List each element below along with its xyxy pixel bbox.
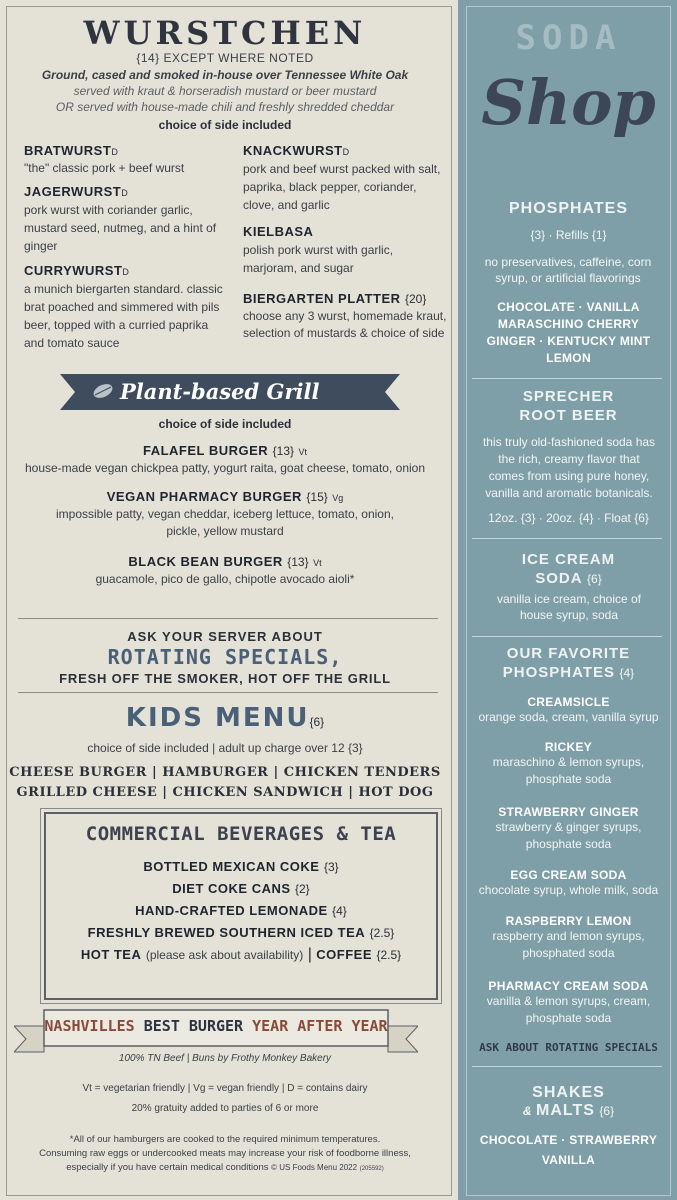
wurst-item: [243, 290, 448, 342]
favorite-desc: maraschino & lemon syrups, phosphate soda: [492, 755, 645, 786]
beverage-item: HOT TEA (please ask about availability) | COFFEE {2.5}: [80, 946, 402, 963]
phosphates-title: PHOSPHATES: [508, 200, 629, 217]
divider: [472, 636, 662, 637]
dairy-tag: D: [342, 147, 350, 157]
beverage-name: DIET COKE CANS: [172, 881, 291, 896]
shakes-title-2: MALTS: [536, 1102, 595, 1119]
wurst-name: KIELBASA: [243, 224, 314, 239]
plant-price: {15}: [306, 490, 328, 504]
icecream-desc: vanilla ice cream, choice of house syrup, soda: [496, 592, 642, 622]
wurstchen-desc-1: Ground, cased and smoked in-house over Tennessee White Oak: [41, 68, 409, 82]
divider: [472, 538, 662, 539]
plant-price: {13}: [272, 444, 295, 458]
divider: [18, 618, 438, 619]
beverage-item: [44, 858, 438, 876]
footer-beef: 100% TN Beef | Buns by Frothy Monkey Bakery: [118, 1053, 332, 1064]
icecream-title-2: SODA: [535, 570, 583, 587]
shakes-price: {6}: [599, 1104, 615, 1118]
rootbeer-prices: 12oz. {3} · 20oz. {4} · Float {6}: [488, 511, 649, 525]
banner-part-1: NASHVILLES: [44, 1017, 135, 1035]
shakes-title-row: [466, 1102, 671, 1120]
wurst-desc: pork wurst with coriander garlic, mustard seed, nutmeg, and a hint of ginger: [24, 203, 217, 253]
wurst-desc: choose any 3 wurst, homemade kraut, selection of mustards & choice of side: [243, 309, 447, 340]
diet-tag: Vt: [298, 447, 307, 457]
beverage-name: FRESHLY BREWED SOUTHERN ICED TEA: [87, 925, 366, 940]
phosphates-price: {3} · Refills {1}: [530, 228, 607, 242]
kids-sub: choice of side included | adult up charge over 12 {3}: [87, 741, 363, 755]
plant-item: [0, 442, 450, 476]
favorite-item: [466, 695, 671, 725]
kids-row-1: CHEESE BURGER | HAMBURGER | CHICKEN TENDERS: [9, 765, 441, 780]
favorite-desc: strawberry & ginger syrups, phosphate soda: [495, 820, 642, 851]
beverage-price: {4}: [332, 904, 347, 918]
wurstchen-title: WURSTCHEN: [83, 14, 367, 52]
wurst-desc: polish pork wurst with garlic, marjoram, and sugar: [243, 243, 394, 275]
divider: [18, 692, 438, 693]
beverage-price: {2}: [294, 882, 310, 896]
wurst-item: [243, 223, 443, 277]
wurst-price: {20}: [405, 292, 427, 306]
wurst-desc: "the" classic pork + beef wurst: [24, 161, 185, 175]
plant-name: FALAFEL BURGER: [142, 443, 269, 458]
favorites-title-1: OUR FAVORITE: [506, 645, 631, 662]
favorite-name: CREAMSICLE: [527, 695, 610, 709]
divider: [472, 378, 662, 379]
kids-header: [0, 703, 450, 733]
dairy-tag: D: [111, 147, 118, 157]
favorite-item: [466, 868, 671, 898]
wurst-name: CURRYWURST: [24, 263, 123, 278]
wurstchen-desc-4: choice of side included: [158, 118, 292, 132]
divider: [472, 1066, 662, 1067]
diet-tag: Vt: [313, 558, 322, 568]
favorites-title-2: PHOSPHATES: [502, 664, 616, 681]
wurstchen-desc-2: served with kraut & horseradish mustard or beer mustard: [73, 84, 377, 98]
favorites-ask: ASK ABOUT ROTATING SPECIALS: [479, 1041, 658, 1054]
kids-price: {6}: [309, 715, 325, 729]
banner-text: [44, 1017, 388, 1035]
rootbeer-title-1: SPRECHER: [522, 388, 615, 405]
favorite-name: RICKEY: [544, 740, 593, 754]
icecream-title-row: [466, 570, 671, 588]
soda-title-2: Shop: [481, 66, 656, 139]
wurst-desc: a munich biergarten standard. classic brat poached and simmered with pils beer, topped with a curried paprika and tomato sauce: [24, 282, 223, 350]
phosphates-desc: no preservatives, caffeine, corn syrup, or artificial flavorings: [484, 255, 652, 285]
wurst-item: [24, 142, 229, 176]
favorite-item: [478, 740, 659, 788]
wurstchen-desc-3: OR served with house-made chili and freshly shredded cheddar: [55, 100, 395, 114]
specials-line-1: ASK YOUR SERVER ABOUT: [127, 629, 323, 644]
plant-title: Plant-based Grill: [120, 379, 320, 404]
favorite-desc: chocolate syrup, whole milk, soda: [478, 883, 659, 897]
wurst-item: [243, 142, 443, 214]
icecream-price: {6}: [587, 572, 602, 586]
beverage-item: [44, 902, 438, 920]
dairy-tag: D: [122, 267, 129, 277]
shakes-flavors-2: VANILLA: [541, 1153, 596, 1167]
hot-tea-note: (please ask about availability): [145, 948, 304, 962]
beverage-price: {3}: [323, 860, 339, 874]
plant-price: {13}: [287, 555, 309, 569]
favorite-desc: raspberry and lemon syrups, phosphated soda: [492, 929, 645, 960]
phosphates-flavors-1: CHOCOLATE · VANILLA: [497, 300, 640, 314]
beverage-name: BOTTLED MEXICAN COKE: [143, 859, 320, 874]
favorite-desc: vanilla & lemon syrups, cream, phosphate soda: [486, 994, 651, 1025]
wurst-item: [24, 183, 229, 255]
footer-warning-3-text: especially if you have certain medical conditions: [66, 1162, 269, 1173]
wurstchen-price-note: {14} EXCEPT WHERE NOTED: [136, 51, 314, 65]
diet-tag: Vg: [332, 493, 344, 503]
favorite-name: STRAWBERRY GINGER: [498, 805, 639, 819]
dairy-tag: D: [121, 188, 128, 198]
shakes-flavors-1: CHOCOLATE · STRAWBERRY: [479, 1133, 658, 1147]
kids-title: KIDS MENU: [125, 703, 310, 733]
favorites-title-row: [466, 664, 671, 682]
beverages-title: COMMERCIAL BEVERAGES & TEA: [85, 823, 397, 845]
specials-line-2: ROTATING SPECIALS,: [107, 645, 343, 669]
banner-part-2: BEST BURGER: [143, 1017, 244, 1035]
favorite-name: RASPBERRY LEMON: [505, 914, 632, 928]
wurst-name: BIERGARTEN PLATTER: [243, 291, 401, 306]
wurst-name: BRATWURST: [24, 143, 112, 158]
favorite-name: PHARMACY CREAM SODA: [488, 979, 649, 993]
plant-desc: impossible patty, vegan cheddar, iceberg lettuce, tomato, onion, pickle, yellow mustard: [56, 507, 394, 538]
specials-line-3: FRESH OFF THE SMOKER, HOT OFF THE GRILL: [59, 671, 391, 686]
footer-legend: Vt = vegetarian friendly | Vg = vegan friendly | D = contains dairy: [82, 1083, 368, 1094]
beverage-price: {2.5}: [369, 926, 395, 940]
plant-item: [40, 488, 410, 540]
wurst-item: [24, 262, 229, 352]
coffee-price: {2.5}: [376, 948, 402, 962]
rootbeer-desc: this truly old-fashioned soda has the rich, creamy flavor that comes from using pure honey, vanilla and aromatic botanicals.: [482, 435, 656, 500]
soda-title-1: SODA: [515, 18, 622, 58]
beverage-item: [44, 880, 438, 898]
favorites-price: {4}: [619, 666, 635, 680]
footer-gratuity: 20% gratuity added to parties of 6 or more: [131, 1103, 319, 1114]
rootbeer-title-2: ROOT BEER: [519, 407, 618, 424]
shakes-title-1: SHAKES: [532, 1084, 605, 1101]
banner-part-3: YEAR AFTER YEAR: [252, 1017, 388, 1035]
plant-name: VEGAN PHARMACY BURGER: [106, 489, 302, 504]
copyright: © US Foods Menu 2022: [271, 1163, 358, 1172]
footer-warning-2: Consuming raw eggs or undercooked meats may increase your risk of foodborne illness,: [39, 1148, 411, 1159]
plant-sub: choice of side included: [158, 417, 292, 431]
plant-desc: house-made vegan chickpea patty, yogurt raita, goat cheese, tomato, onion: [24, 461, 426, 475]
footer-warning-3: [0, 1162, 450, 1173]
plant-item: [0, 553, 450, 587]
favorite-item: [480, 805, 657, 853]
favorite-item: [484, 914, 653, 962]
favorite-name: EGG CREAM SODA: [510, 868, 627, 882]
menu-code: (205592): [359, 1166, 384, 1172]
beverage-name: HAND-CRAFTED LEMONADE: [135, 903, 328, 918]
beverage-item: [44, 924, 438, 942]
phosphates-flavors-2: MARASCHINO CHERRY: [497, 317, 640, 331]
phosphates-flavors-3: GINGER · KENTUCKY MINT: [486, 334, 651, 348]
wurst-name: JAGERWURST: [24, 184, 122, 199]
wurst-name: KNACKWURST: [243, 143, 343, 158]
shakes-amp: &: [522, 1104, 532, 1118]
phosphates-flavors-4: LEMON: [546, 351, 591, 365]
kids-row-2: GRILLED CHEESE | CHICKEN SANDWICH | HOT DOG: [16, 785, 434, 800]
plant-desc: guacamole, pico de gallo, chipotle avocado aioli*: [95, 572, 355, 586]
plant-name: BLACK BEAN BURGER: [128, 554, 283, 569]
wurst-desc: pork and beef wurst packed with salt, paprika, black pepper, coriander, clove, and garlic: [243, 162, 441, 212]
icecream-title-1: ICE CREAM: [521, 551, 616, 568]
leaf-icon: [92, 381, 110, 399]
coffee: COFFEE: [316, 947, 373, 962]
footer-warning-1: *All of our hamburgers are cooked to the required minimum temperatures.: [69, 1134, 381, 1145]
favorite-item: [482, 979, 655, 1027]
hot-tea: HOT TEA: [80, 947, 142, 962]
favorite-desc: orange soda, cream, vanilla syrup: [478, 710, 659, 724]
